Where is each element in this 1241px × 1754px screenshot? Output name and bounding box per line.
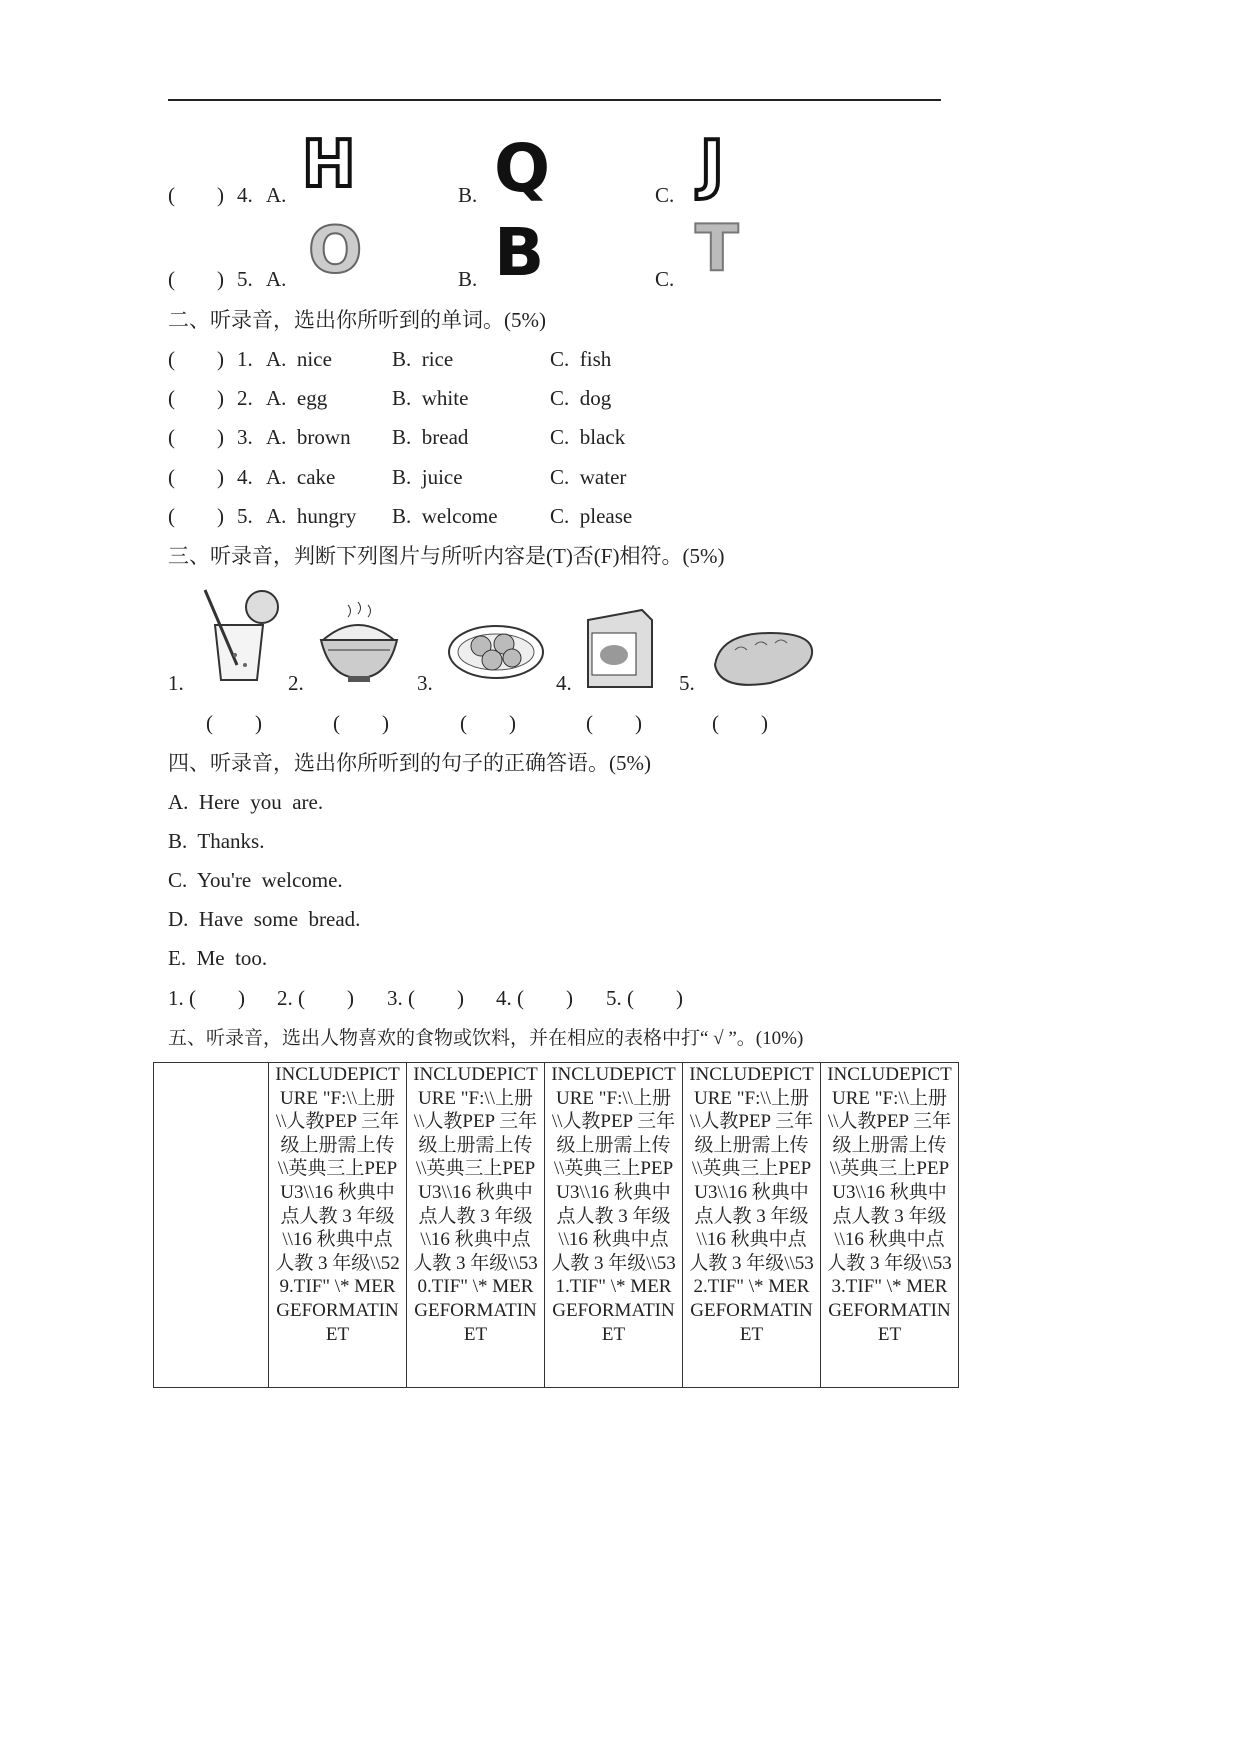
answer-bracket: ( )	[712, 711, 768, 735]
word-option-num: 3.	[237, 425, 253, 450]
bread-loaf-picture	[710, 625, 815, 690]
option-c-label: C.	[655, 183, 675, 207]
answer-bracket: ( )	[206, 711, 262, 735]
section-title: 五、听录音，选出人物喜欢的食物或饮料，并在相应的表格中打“ √ ”。(10%)	[168, 1028, 804, 1049]
table-cell[interactable]: INCLUDEPICTURE "F:\\上册\\人教PEP 三年级上册需上传\\英典三上PEPU3\\16 秋典中点人教 3 年级\\16 秋典中点人教 3 年级\\531.TIF" \* MERGEFORMATINET	[545, 1063, 683, 1388]
letter-h-picture: H	[302, 128, 356, 202]
milk-carton-picture	[584, 605, 656, 690]
word-option-c: C. water	[550, 464, 627, 489]
word-option-b: B. welcome	[392, 503, 498, 528]
letter-j-picture: J	[700, 128, 724, 202]
word-option-num: 1.	[237, 347, 253, 371]
word-option-c: C. please	[550, 503, 633, 528]
answer-table	[153, 1062, 959, 1388]
word-option-a: A. nice	[266, 347, 332, 371]
word-option-a: A. cake	[266, 464, 336, 489]
answer-bracket: ( )	[168, 183, 224, 207]
word-option-c: C. fish	[550, 347, 612, 371]
word-option-b: B. rice	[392, 347, 454, 371]
rice-bowl-picture	[318, 600, 400, 686]
answer-slot: 1. ( )	[168, 986, 245, 1010]
item-number: 3.	[417, 671, 433, 695]
answer-bracket: ( )	[168, 347, 224, 371]
answer-bracket: ( )	[168, 503, 224, 528]
item-number: 4.	[556, 671, 572, 695]
word-option-c: C. dog	[550, 386, 612, 411]
letter-t-picture: T	[695, 212, 739, 286]
section-title: 二、听录音，选出你所听到的单词。(5%)	[168, 308, 546, 332]
answer-bracket: ( )	[168, 464, 224, 489]
answer-slot: 4. ( )	[496, 986, 573, 1010]
question-number: 5.	[237, 267, 253, 291]
word-option-num: 5.	[237, 503, 253, 528]
word-option-a: A. brown	[266, 425, 351, 450]
option-a-label: A.	[266, 183, 287, 207]
answer-slot: 3. ( )	[387, 986, 464, 1010]
answer-bracket: ( )	[586, 711, 642, 735]
option-c-label: C.	[655, 267, 675, 291]
answer-bracket: ( )	[168, 267, 224, 291]
letter-q-picture: Q	[494, 130, 551, 207]
letter-b-picture: B	[494, 214, 545, 291]
answer-option: D. Have some bread.	[168, 907, 361, 931]
answer-slot: 2. ( )	[277, 986, 354, 1010]
answer-slot: 5. ( )	[606, 986, 683, 1010]
answer-bracket: ( )	[333, 711, 389, 735]
header-rule	[168, 99, 941, 101]
option-b-label: B.	[458, 183, 478, 207]
word-option-b: B. bread	[392, 425, 469, 450]
item-number: 5.	[679, 671, 695, 695]
answer-bracket: ( )	[168, 425, 224, 450]
table-header-cell[interactable]	[154, 1063, 269, 1388]
answer-option: B. Thanks.	[168, 829, 265, 853]
egg-plate-picture	[446, 620, 546, 680]
section-title: 三、听录音，判断下列图片与所听内容是(T)否(F)相符。(5%)	[168, 544, 725, 568]
word-option-num: 4.	[237, 464, 253, 489]
word-option-a: A. egg	[266, 386, 328, 411]
letter-o-picture: O	[308, 214, 363, 288]
item-number: 2.	[288, 671, 304, 695]
table-cell[interactable]: INCLUDEPICTURE "F:\\上册\\人教PEP 三年级上册需上传\\英典三上PEPU3\\16 秋典中点人教 3 年级\\16 秋典中点人教 3 年级\\530.TIF" \* MERGEFORMATINET	[407, 1063, 545, 1388]
word-option-b: B. juice	[392, 464, 463, 489]
table-cell[interactable]: INCLUDEPICTURE "F:\\上册\\人教PEP 三年级上册需上传\\英典三上PEPU3\\16 秋典中点人教 3 年级\\16 秋典中点人教 3 年级\\532.TIF" \* MERGEFORMATINET	[683, 1063, 821, 1388]
word-option-num: 2.	[237, 386, 253, 411]
option-a-label: A.	[266, 267, 287, 291]
table-cell[interactable]: INCLUDEPICTURE "F:\\上册\\人教PEP 三年级上册需上传\\英典三上PEPU3\\16 秋典中点人教 3 年级\\16 秋典中点人教 3 年级\\533.TIF" \* MERGEFORMATINET	[821, 1063, 959, 1388]
word-option-b: B. white	[392, 386, 469, 411]
option-b-label: B.	[458, 267, 478, 291]
juice-glass-picture	[195, 585, 285, 685]
question-number: 4.	[237, 183, 253, 207]
item-number: 1.	[168, 671, 184, 695]
answer-bracket: ( )	[168, 386, 224, 411]
answer-option: A. Here you are.	[168, 790, 324, 814]
section-title: 四、听录音，选出你所听到的句子的正确答语。(5%)	[168, 751, 651, 775]
word-option-a: A. hungry	[266, 503, 357, 528]
answer-option: E. Me too.	[168, 946, 268, 970]
answer-option: C. You're welcome.	[168, 868, 343, 892]
answer-bracket: ( )	[460, 711, 516, 735]
table-cell[interactable]: INCLUDEPICTURE "F:\\上册\\人教PEP 三年级上册需上传\\英典三上PEPU3\\16 秋典中点人教 3 年级\\16 秋典中点人教 3 年级\\529.TIF" \* MERGEFORMATINET	[269, 1063, 407, 1388]
word-option-c: C. black	[550, 425, 626, 450]
